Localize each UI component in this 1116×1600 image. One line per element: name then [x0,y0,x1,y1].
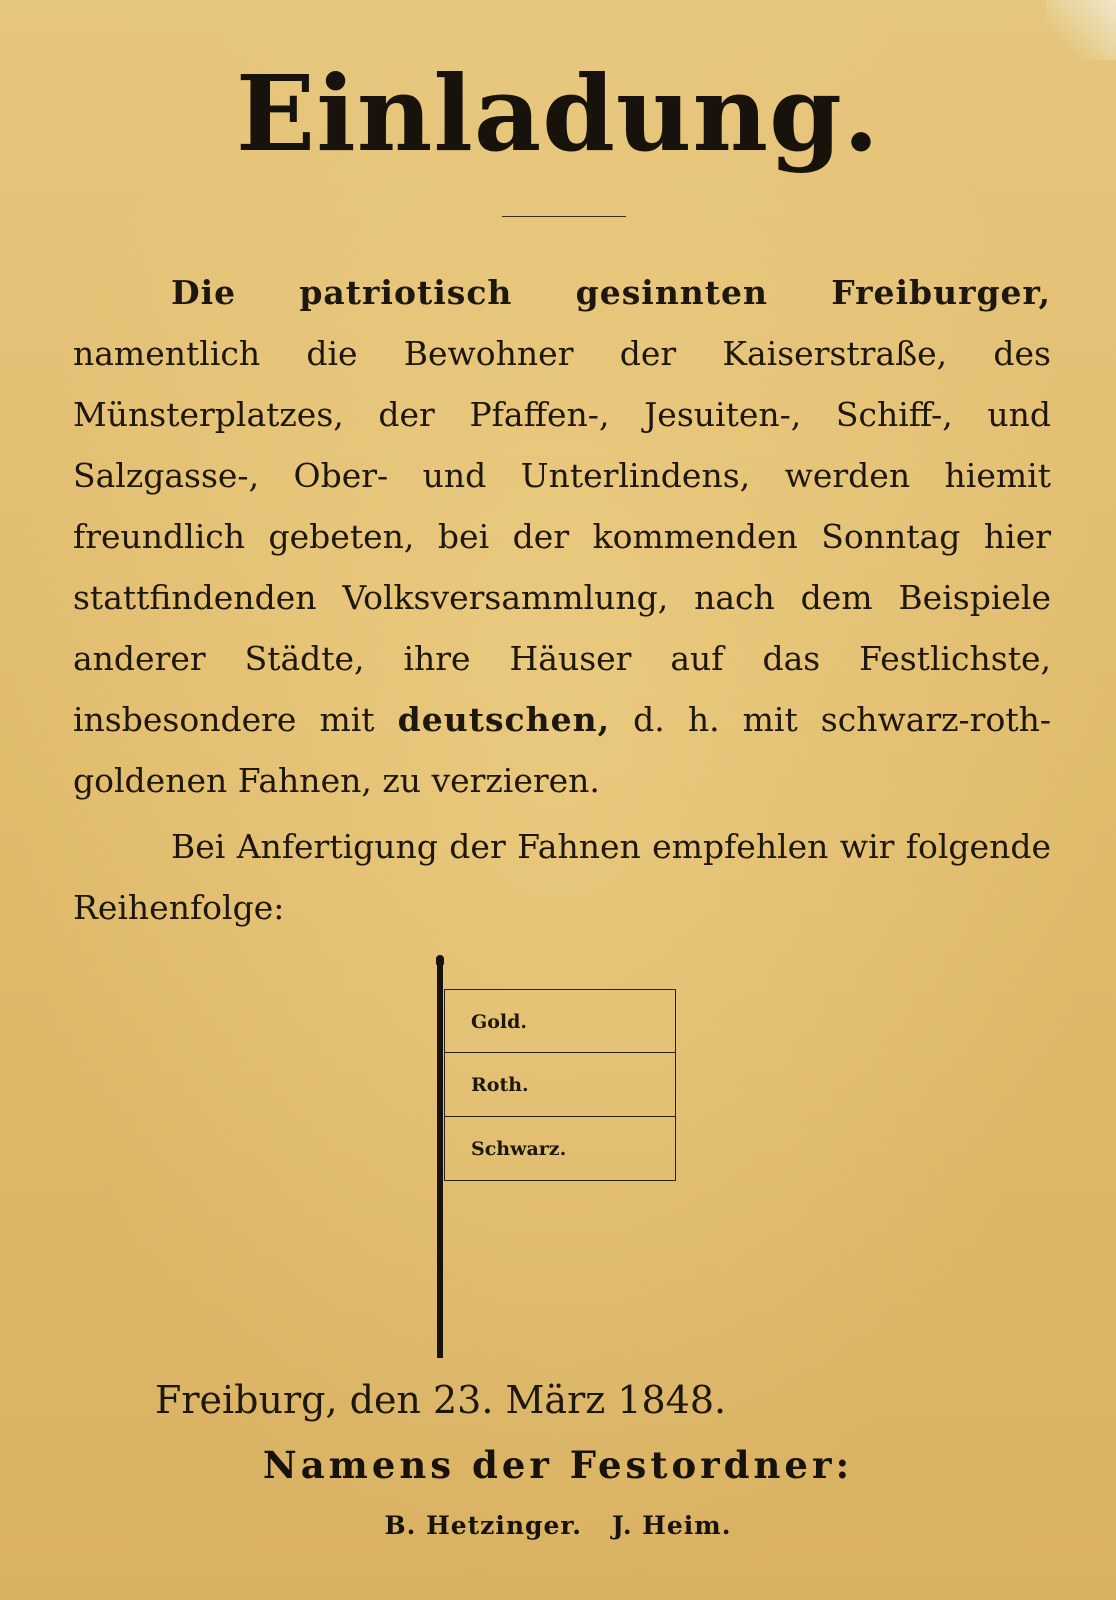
flag-instruction-text: Bei Anfertigung der Fahnen empfehlen wir folgende Reihenfolge: [73,827,1051,927]
dateline: Freiburg, den 23. März 1848. [155,1378,727,1422]
invitation-emphasis: deutschen, [397,700,611,739]
signatures [0,1506,1116,1546]
poster-title: Einladung. [235,52,881,175]
title-divider [502,216,626,217]
invitation-paragraph [73,262,1051,822]
flag-stripe-schwarz: Schwarz. [444,1117,676,1181]
paper-corner [1046,0,1116,60]
invitation-lead: Die patriotisch gesinnten Freiburger, [171,273,1051,312]
flag-instruction-paragraph [73,816,1051,946]
signature-2: J. Heim. [611,1511,732,1540]
flagpole [437,962,443,1358]
invitation-body-part1: namentlich die Bewohner der Kaiserstraße, des Münsterplatzes, der Pfaffen-, Jesuiten-, Schiff-, und Salzgasse-, Ober- und Unterlindens, werden hiemit freundlich gebeten, bei der kommenden Sonntag hier stattfindenden Volksversammlung, nach dem Beispiele anderer Städte, ihre Häuser auf das Festlichste, insbesondere mit [73,334,1051,739]
signature-1: B. Hetzinger. [384,1511,582,1540]
organizers-label: Namens der Festordner: [262,1443,854,1487]
invitation-body-part2: d. h. mit schwarz-roth-goldenen Fahnen, zu verzieren. [73,700,1051,800]
flag-stripe-roth: Roth. [444,1053,676,1117]
flag-stripe-gold: Gold. [444,989,676,1053]
